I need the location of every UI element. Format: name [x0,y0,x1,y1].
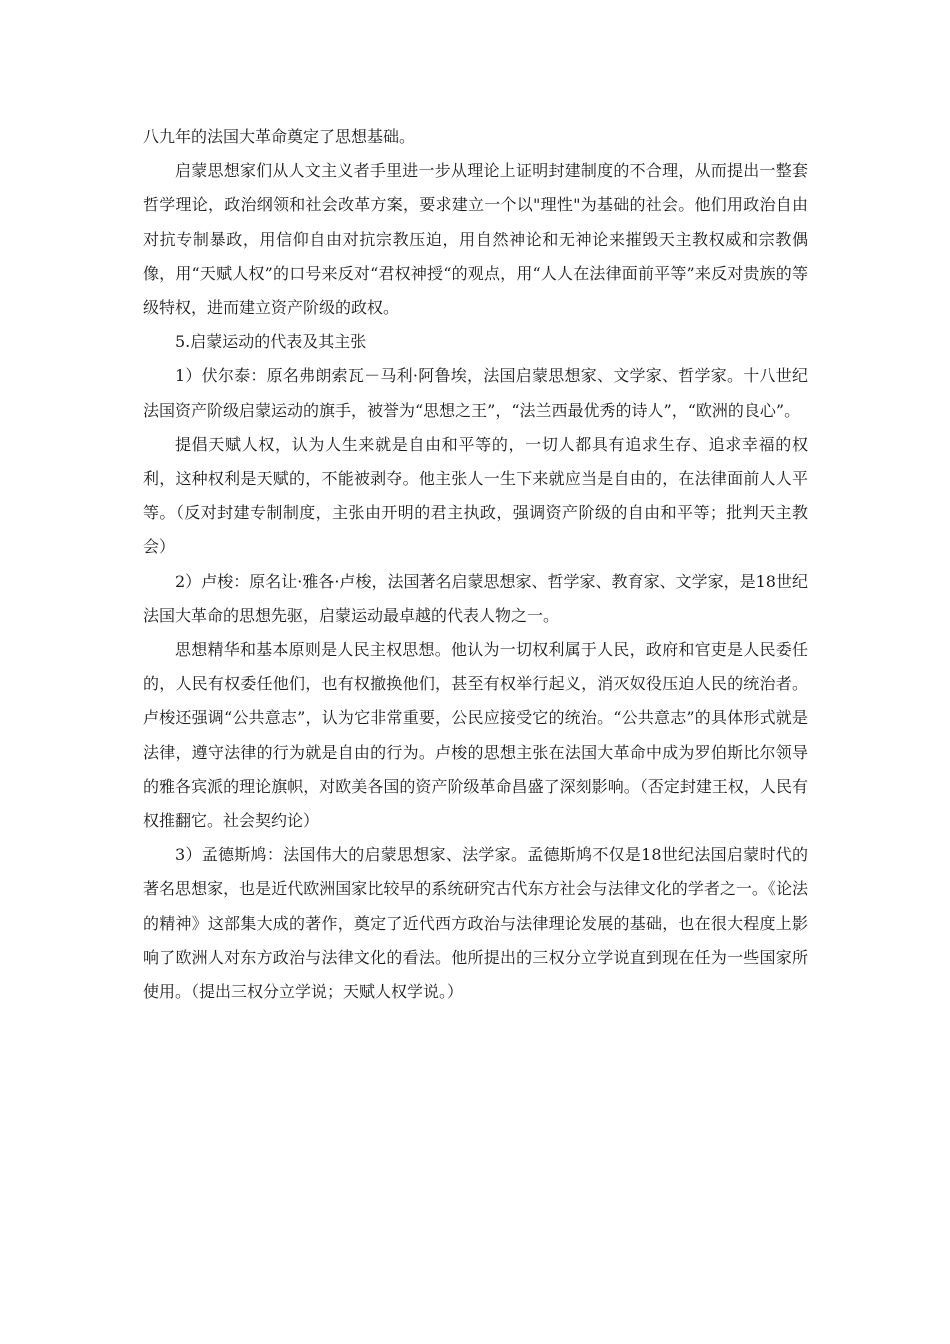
paragraph-rousseau-intro: 2）卢梭：原名让·雅各·卢梭，法国著名启蒙思想家、哲学家、教育家、文学家，是18世纪法国大革命的思想先驱，启蒙运动最卓越的代表人物之一。 [143,571,808,625]
document-body [143,120,808,1009]
paragraph-enlightenment-thinkers: 启蒙思想家们从人文主义者手里进一步从理论上证明封建制度的不合理，从而提出一整套哲学理论，政治纲领和社会改革方案，要求建立一个以"理性"为基础的社会。他们用政治自由对抗专制暴政，用信仰自由对抗宗教压迫，用自然神论和无神论来摧毁天主教权威和宗教偶像，用“天赋人权”的口号来反对“君权神授“的观点，用“人人在法律面前平等”来反对贵族的等级特权，进而建立资产阶级的政权。 [143,161,808,318]
paragraph-montesquieu: 3）孟德斯鸠：法国伟大的启蒙思想家、法学家。孟德斯鸠不仅是18世纪法国启蒙时代的著名思想家，也是近代欧洲国家比较早的系统研究古代东方社会与法律文化的学者之一。《论法的精神》这部集大成的著作，奠定了近代西方政治与法律理论发展的基础，也在很大程度上影响了欧洲人对东方政治与法律文化的看法。他所提出的三权分立学说直到现在任为一些国家所使用。（提出三权分立学说；天赋人权学说。） [143,845,808,1002]
paragraph-voltaire-ideas: 提倡天赋人权，认为人生来就是自由和平等的，一切人都具有追求生存、追求幸福的权利，这种权利是天赋的，不能被剥夺。他主张人一生下来就应当是自由的，在法律面前人人平等。（反对封建专制制度，主张由开明的君主执政，强调资产阶级的自由和平等；批判天主教会） [143,434,808,557]
paragraph-intro-continuation: 八九年的法国大革命奠定了思想基础。 [143,127,416,146]
paragraph-rousseau-ideas: 思想精华和基本原则是人民主权思想。他认为一切权利属于人民，政府和官吏是人民委任的，人民有权委任他们，也有权撤换他们，甚至有权举行起义，消灭奴役压迫人民的统治者。卢梭还强调“公共意志”，认为它非常重要，公民应接受它的统治。“公共意志”的具体形式就是法律，遵守法律的行为就是自由的行为。卢梭的思想主张在法国大革命中成为罗伯斯比尔领导的雅各宾派的理论旗帜，对欧美各国的资产阶级革命昌盛了深刻影响。（否定封建王权，人民有权推翻它。社会契约论） [143,640,808,831]
section-heading-representatives: 5.启蒙运动的代表及其主张 [175,332,367,352]
paragraph-voltaire-intro: 1）伏尔泰：原名弗朗索瓦－马利·阿鲁埃，法国启蒙思想家、文学家、哲学家。十八世纪法国资产阶级启蒙运动的旗手，被誉为“思想之王”，“法兰西最优秀的诗人”，“欧洲的良心”。 [143,366,808,420]
